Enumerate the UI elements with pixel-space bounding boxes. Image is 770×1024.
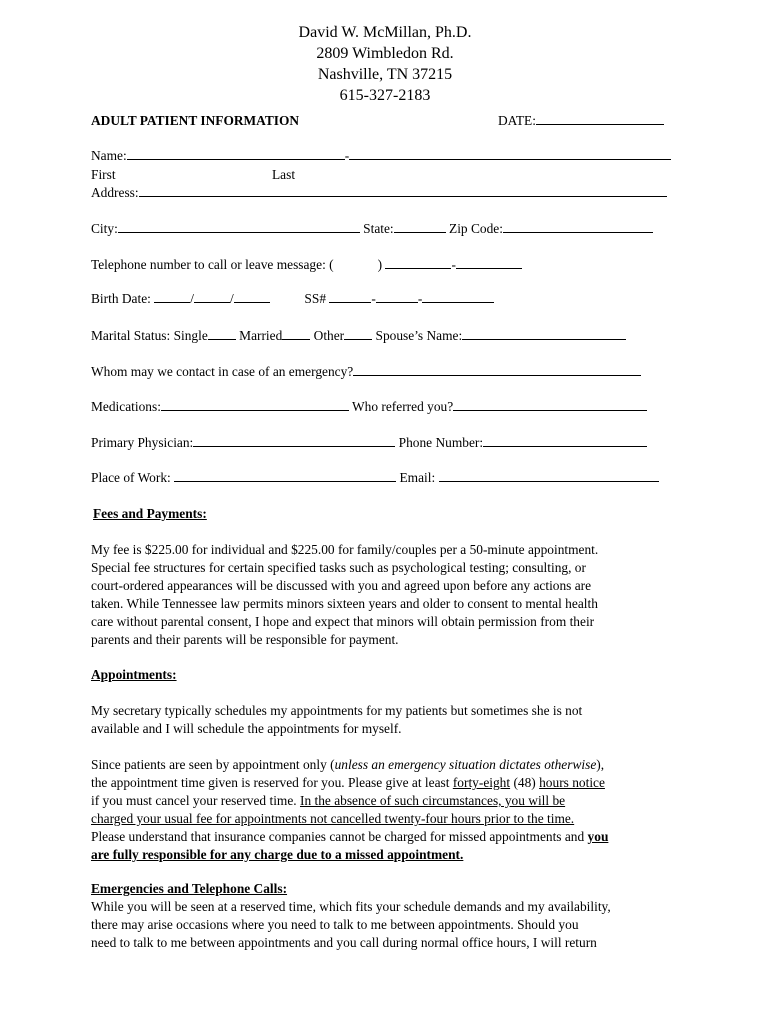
date-field[interactable] [536, 112, 664, 125]
first-name-field[interactable] [127, 147, 345, 160]
physician-row [91, 434, 647, 452]
text-run: ), [596, 757, 605, 772]
emergencies-line: there may arise occasions where you need to talk to me between appointments. Should you [91, 917, 579, 932]
emergency-exception-text: unless an emergency situation dictates otherwise [334, 757, 597, 772]
date-label: DATE: [498, 113, 536, 128]
address-field[interactable] [139, 184, 667, 197]
cancellation-policy-text: In the absence of such circumstances, you will be [299, 793, 566, 808]
spouse-name-field[interactable] [462, 327, 626, 340]
address-label: Address: [91, 185, 139, 200]
zip-field[interactable] [503, 220, 653, 233]
appointments-line [91, 810, 691, 828]
city-state-zip: Nashville, TN 37215 [317, 66, 453, 83]
cancellation-policy-text: charged your usual fee for appointments not cancelled twenty-four hours prior to the time. [91, 811, 575, 826]
birth-month-field[interactable] [154, 290, 190, 303]
email-field[interactable] [439, 469, 659, 482]
telephone-prefix-field[interactable] [385, 256, 451, 269]
spouse-label: Spouse’s Name: [375, 328, 463, 343]
birth-ss-row [91, 290, 494, 308]
marital-row [91, 327, 626, 345]
single-field[interactable] [208, 327, 236, 340]
work-field[interactable] [174, 469, 396, 482]
appointments-line [91, 792, 691, 810]
birth-day-field[interactable] [194, 290, 230, 303]
ss-sep: - [371, 291, 376, 306]
birth-year-field[interactable] [234, 290, 270, 303]
appointments-line [91, 774, 691, 792]
emergencies-line: need to talk to me between appointments and you call during normal office hours, I will return [91, 935, 597, 950]
text-run: Since patients are seen by appointment only ( [91, 757, 335, 772]
appointments-line: available and I will schedule the appointments for myself. [91, 721, 402, 736]
letterhead [0, 22, 770, 106]
email-label: Email: [399, 470, 436, 485]
zip-label: Zip Code: [449, 221, 503, 236]
fees-line: Special fee structures for certain specified tasks such as psychological testing; consulting, or [91, 560, 586, 575]
work-row [91, 469, 659, 487]
fees-line: parents and their parents will be responsible for payment. [91, 632, 399, 647]
appointments-line [91, 846, 691, 864]
name-row [91, 147, 671, 165]
state-label: State: [363, 221, 394, 236]
ss-part2-field[interactable] [376, 290, 418, 303]
ss-label: SS# [304, 291, 327, 306]
form-title: ADULT PATIENT INFORMATION [91, 113, 300, 128]
appointments-paragraph-2 [91, 756, 691, 864]
appointments-line: My secretary typically schedules my appointments for my patients but sometimes she is not [91, 703, 583, 718]
telephone-close-paren: ) [377, 257, 383, 272]
fees-line: taken. While Tennessee law permits minors sixteen years and older to consent to mental health [91, 596, 598, 611]
fees-line: court-ordered appearances will be discussed with you and agreed upon before any actions are [91, 578, 592, 593]
fees-paragraph [91, 541, 691, 649]
birth-sep: / [229, 291, 234, 306]
first-caption: First [91, 167, 116, 182]
ss-part1-field[interactable] [329, 290, 371, 303]
marital-status-label: Marital Status: Single [91, 328, 208, 343]
appointments-line [91, 828, 691, 846]
ss-sep: - [417, 291, 423, 306]
referred-by-field[interactable] [453, 398, 647, 411]
emergency-contact-label: Whom may we contact in case of an emergency? [91, 364, 354, 379]
medications-row [91, 398, 647, 416]
emergencies-heading: Emergencies and Telephone Calls: [91, 881, 288, 896]
responsibility-text: are fully responsible for any charge due to a missed appointment. [91, 847, 464, 862]
last-name-field[interactable] [349, 147, 671, 160]
appointments-line [91, 756, 691, 774]
medications-field[interactable] [161, 398, 349, 411]
physician-phone-field[interactable] [483, 434, 647, 447]
text-run: (48) [510, 775, 540, 790]
other-label: Other [313, 328, 345, 343]
referred-label: Who referred you? [352, 399, 454, 414]
practitioner-name: David W. McMillan, Ph.D. [298, 24, 472, 41]
emergencies-paragraph [91, 898, 691, 952]
text-run: the appointment time given is reserved for you. Please give at least [91, 775, 453, 790]
telephone-line-field[interactable] [456, 256, 522, 269]
responsibility-text: you [587, 829, 609, 844]
notice-hours: hours notice [539, 775, 605, 790]
name-separator: - [344, 148, 350, 163]
physician-field[interactable] [193, 434, 395, 447]
fees-line: care without parental consent, I hope and expect that minors will obtain permission from their [91, 614, 595, 629]
emergency-contact-field[interactable] [353, 363, 641, 376]
telephone-dash: - [451, 257, 456, 272]
other-field[interactable] [344, 327, 372, 340]
medications-label: Medications: [91, 399, 161, 414]
city-row [91, 220, 653, 238]
work-label: Place of Work: [91, 470, 171, 485]
married-label: Married [239, 328, 283, 343]
birth-sep: / [190, 291, 194, 306]
name-label: Name: [91, 148, 127, 163]
emergency-contact-row [91, 363, 641, 381]
fees-heading: Fees and Payments: [93, 506, 207, 521]
fees-line: My fee is $225.00 for individual and $225.00 for family/couples per a 50-minute appointment. [91, 542, 599, 557]
notice-words: forty-eight [452, 775, 511, 790]
phone-number-label: Phone Number: [398, 435, 484, 450]
appointments-heading: Appointments: [91, 667, 177, 682]
area-code-field[interactable] [334, 257, 378, 269]
appointments-paragraph-1 [91, 702, 691, 738]
emergencies-line: While you will be seen at a reserved time, which fits your schedule demands and my availability, [91, 899, 611, 914]
city-label: City: [91, 221, 118, 236]
state-field[interactable] [394, 220, 446, 233]
city-field[interactable] [118, 220, 360, 233]
last-caption: Last [272, 167, 296, 182]
physician-label: Primary Physician: [91, 435, 194, 450]
text-run: Please understand that insurance companies cannot be charged for missed appointments and [91, 829, 588, 844]
address-row [91, 184, 667, 202]
text-run: if you must cancel your reserved time. [91, 793, 300, 808]
telephone-row [91, 256, 522, 274]
telephone-label: Telephone number to call or leave message: ( [91, 257, 334, 272]
birth-date-label: Birth Date: [91, 291, 151, 306]
married-field[interactable] [282, 327, 310, 340]
date-row [498, 112, 664, 130]
street-address: 2809 Wimbledon Rd. [316, 45, 454, 62]
ss-part3-field[interactable] [422, 290, 494, 303]
office-phone: 615-327-2183 [339, 87, 431, 104]
